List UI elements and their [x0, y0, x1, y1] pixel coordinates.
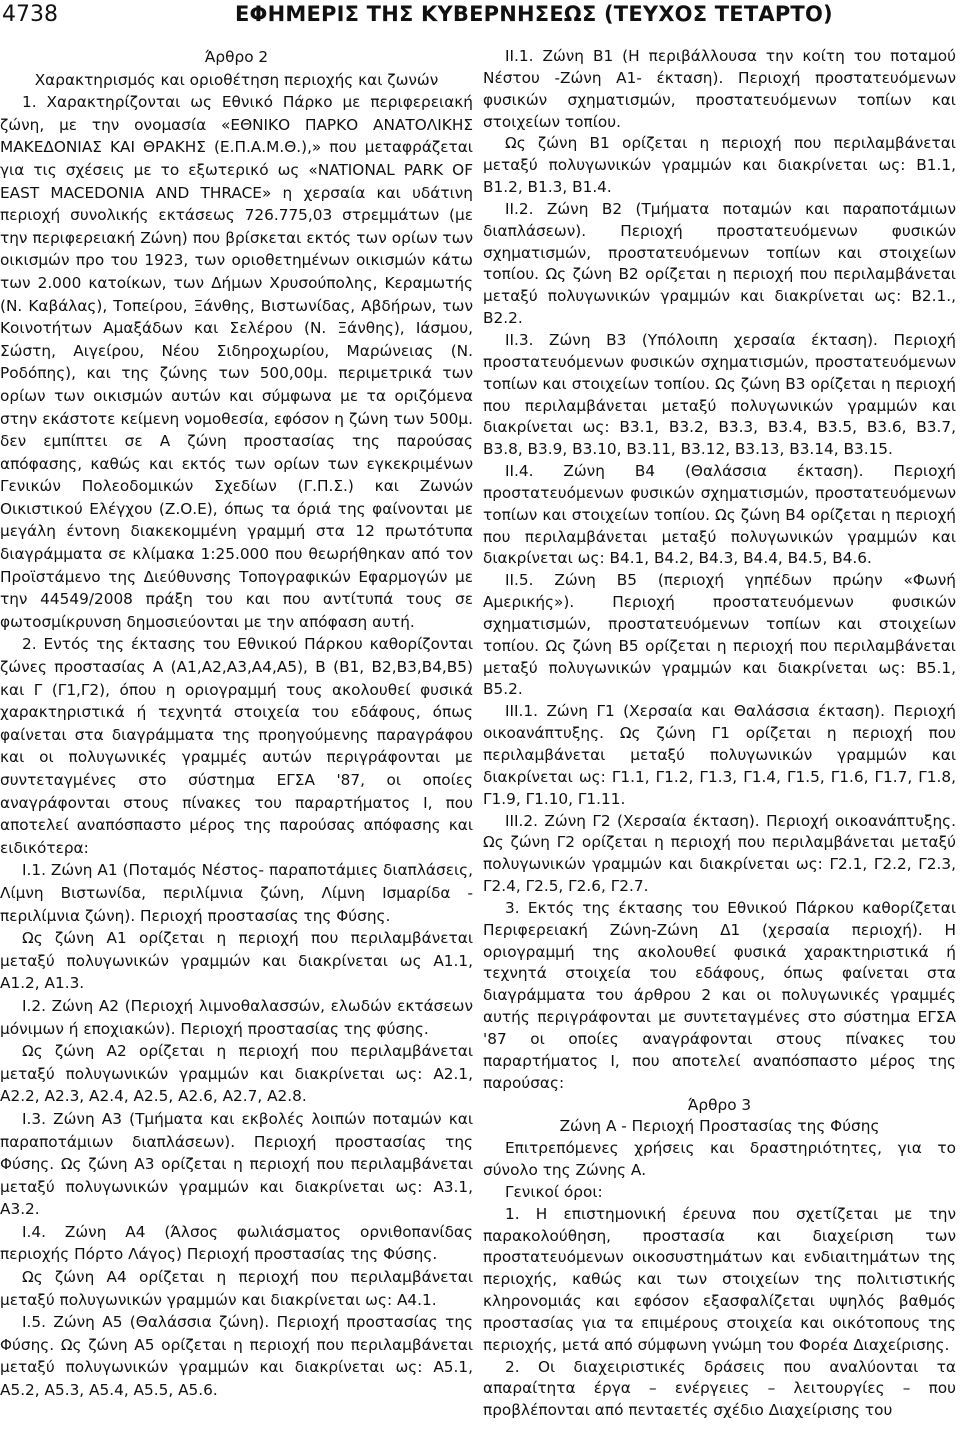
page-header	[0, 0, 960, 34]
paragraph: Ως ζώνη Β1 ορίζεται η περιοχή που περιλαμβάνεται μεταξύ πολυγωνικών γραμμών και διακρίνεται ως: Β1.1, Β1.2, Β1.3, Β1.4.	[483, 134, 956, 197]
section-heading: Ζώνη Α - Περιοχή Προστασίας της Φύσης	[559, 1117, 880, 1136]
journal-title: ΕΦΗΜΕΡΙΣ ΤΗΣ ΚΥΒΕΡΝΗΣΕΩΣ (ΤΕΥΧΟΣ ΤΕΤΑΡΤΟ)	[235, 2, 833, 26]
paragraph: ΙΙΙ.2. Ζώνη Γ2 (Χερσαία έκταση). Περιοχή οικοανάπτυξης. Ως ζώνη Γ2 ορίζεται η περιοχή που περιλαμβάνεται μεταξύ πολυγωνικών γραμμών και διακρίνεται ως: Γ2.1, Γ2.2, Γ2.3, Γ2.4, Γ2.5, Γ2.6, Γ2.7.	[483, 811, 956, 896]
paragraph: Ι.2. Ζώνη Α2 (Περιοχή λιμνοθαλασσών, ελωδών εκτάσεων μόνιμων ή εποχιακών). Περιοχή προστασίας της φύσης.	[0, 996, 473, 1038]
section-heading: Άρθρο 2	[204, 48, 269, 66]
paragraph: Ως ζώνη Α4 ορίζεται η περιοχή που περιλαμβάνεται μεταξύ πολυγωνικών γραμμών και διακρίνεται ως: Α4.1.	[0, 1268, 473, 1309]
paragraph: 2. Εντός της έκτασης του Εθνικού Πάρκου καθορίζονται ζώνες προστασίας Α (Α1,Α2,Α3,Α4,Α5), Β (Β1, Β2,Β3,Β4,Β5) και Γ (Γ1,Γ2), όπου η οριογραμμή τους ακολουθεί φυσικά χαρακτηριστικά ή τεχνητά στοιχεία του εδάφους, όπως φαίνεται στα διαγράμματα της προηγούμενης παραγράφου και οι πολυγωνικές γραμμές αυτών περιγράφονται με συντεταγμένες στο σύστημα ΕΓΣΑ '87, οι οποίες αναγράφονται στους πίνακες του παραρτήματος Ι, που αποτελεί αναπόσπαστο μέρος της παρούσας απόφασης και ειδικότερα:	[0, 635, 473, 857]
paragraph: ΙΙ.2. Ζώνη Β2 (Τμήματα ποταμών και παραποτάμιων διαπλάσεων). Περιοχή προστατευόμενων φυσικών σχηματισμών, προστατευόμενων τοπίων και στοιχείων τοπίου. Ως ζώνη Β2 ορίζεται η περιοχή που περιλαμβάνεται μεταξύ πολυγωνικών γραμμών και διακρίνεται ως: Β2.1., Β2.2.	[483, 199, 956, 328]
right-column	[483, 46, 956, 1422]
paragraph: 1. Η επιστημονική έρευνα που σχετίζεται με την παρακολούθηση, προστασία και διαχείριση των προστατευόμενων οικοσυστημάτων και ενδιαιτημάτων της περιοχής, καθώς και των στοιχείων της πολιτιστικής κληρονομιάς και εφόσον εξασφαλίζεται υψηλός βαθμός προστασίας για τα επιμέρους στοιχεία και οικότοπους της περιοχής, μετά από σύμφωνη γνώμη του Φορέα Διαχείρισης.	[483, 1204, 956, 1354]
paragraph: Ι.1. Ζώνη Α1 (Ποταμός Νέστος- παραποτάμιες διαπλάσεις, Λίμνη Βιστωνίδα, περιλίμνια ζώνη, Λίμνη Ισμαρίδα - περιλίμνια ζώνη). Περιοχή προστασίας της Φύσης.	[0, 861, 473, 925]
paragraph: 2. Οι διαχειριστικές δράσεις που αναλύονται τα απαραίτητα έργα – ενέργειες – λειτουργίες – που προβλέπονται από πενταετές σχέδιο Διαχείρισης του	[483, 1357, 956, 1420]
paragraph: ΙΙΙ.1. Ζώνη Γ1 (Χερσαία και Θαλάσσια έκταση). Περιοχή οικοανάπτυξης. Ως ζώνη Γ1 ορίζεται η περιοχή που περιλαμβάνεται μεταξύ πολυγωνικών γραμμών και διακρίνεται ως: Γ1.1, Γ1.2, Γ1.3, Γ1.4, Γ1.5, Γ1.6, Γ1.7, Γ1.8, Γ1.9, Γ1.10, Γ1.11.	[483, 702, 956, 808]
paragraph: 3. Εκτός της έκτασης του Εθνικού Πάρκου καθορίζεται Περιφερειακή Ζώνη-Ζώνη Δ1 (χερσαία περιοχή). Η οριογραμμή της ακολουθεί φυσικά χαρακτηριστικά ή τεχνητά στοιχεία του εδάφους, όπως φαίνεται στα διαγράμματα του άρθρου 2 και οι πολυγωνικές γραμμές αυτής περιγράφονται με συντεταγμένες στο σύστημα ΕΓΣΑ '87 οι οποίες αναγράφονται στους πίνακες του παραρτήματος Ι, που αποτελεί αναπόσπαστο μέρος της παρούσας:	[483, 898, 956, 1092]
paragraph: Ι.4. Ζώνη Α4 (Άλσος φωλιάσματος ορνιθοπανίδας περιοχής Πόρτο Λάγος) Περιοχή προστασίας της Φύσης.	[0, 1222, 473, 1264]
paragraph: ΙΙ.1. Ζώνη Β1 (Η περιβάλλουσα την κοίτη του ποταμού Νέστου -Ζώνη Α1- έκταση). Περιοχή προστατευόμενων φυσικών σχηματισμών, προστατευόμενων τοπίων και στοιχείων τοπίου.	[483, 47, 956, 131]
paragraph: ΙΙ.5. Ζώνη Β5 (περιοχή γηπέδων πρώην «Φωνή Αμερικής»). Περιοχή προστατευόμενων φυσικών σχηματισμών, προστατευόμενων τοπίων και στοιχείων τοπίου. Ως ζώνη Β5 ορίζεται η περιοχή που περιλαμβάνεται μεταξύ πολυγωνικών γραμμών και διακρίνεται ως: Β5.1, Β5.2.	[483, 571, 956, 699]
paragraph: 1. Χαρακτηρίζονται ως Εθνικό Πάρκο με περιφερειακή ζώνη, με την ονομασία «ΕΘΝΙΚΟ ΠΑΡΚΟ ΑΝΑΤΟΛΙΚΗΣ ΜΑΚΕΔΟΝΙΑΣ ΚΑΙ ΘΡΑΚΗΣ (Ε.Π.Α.Μ.Θ.),» που μεταφράζεται για τις σχέσεις με το εξωτερικό ως «NATIONAL PARK OF EAST MACEDONIA AND THRACE» η χερσαία και υδάτινη περιοχή συνολικής εκτάσεως 726.775,03 στρεμμάτων (με την περιφερειακή Ζώνη) που βρίσκεται εκτός των ορίων των οικισμών προ του 1923, των οριοθετημένων οικισμών κάτω των 2.000 κατοίκων, των Δήμων Χρυσούπολης, Κεραμωτής (Ν. Καβάλας), Τοπείρου, Ξάνθης, Βιστωνίδας, Αβδήρων, των Κοινοτήτων Αμαξάδων και Σελέρου (Ν. Ξάνθης), Ιάσμου, Σώστη, Αιγείρου, Νέου Σιδηροχωρίου, Μαρώνειας (Ν. Ροδόπης), και της ζώνης των 500,00μ. περιμετρικά των ορίων των οικισμών αυτών και σύμφωνα με τα οριζόμενα στην εκάστοτε κείμενη νομοθεσία, εφόσον η ζώνη των 500μ. δεν εμπίπτει σε Α ζώνη προστασίας της παρούσας απόφασης, καθώς και εκτός των ορίων των εγκεκριμένων Γενικών Πολεοδομικών Σχεδίων (Γ.Π.Σ.) και Ζωνών Οικιστικού Ελέγχου (Ζ.Ο.Ε), όπως τα όριά της φαίνονται με μεγάλη έντονη διακεκομμένη γραμμή στα 12 πρωτότυπα διαγράμματα σε κλίμακα 1:25.000 που θεωρήθηκαν από τον Προϊστάμενο της Διεύθυνσης Τοπογραφικών Εφαρμογών με την 44549/2008 πράξη του και που αντίτυπά τους σε φωτοσμίκρυνση δημοσιεύονται με την απόφαση αυτή.	[0, 93, 473, 631]
section-heading: Χαρακτηρισμός και οριοθέτηση περιοχής και ζωνών	[34, 70, 439, 89]
paragraph: Ως ζώνη Α1 ορίζεται η περιοχή που περιλαμβάνεται μεταξύ πολυγωνικών γραμμών και διακρίνεται ως Α1.1, Α1.2, Α1.3.	[0, 929, 473, 993]
left-column	[0, 46, 473, 1402]
paragraph: Γενικοί όροι:	[505, 1182, 603, 1201]
page-number: 4738	[2, 2, 58, 27]
paragraph: ΙΙ.3. Ζώνη Β3 (Υπόλοιπη χερσαία έκταση). Περιοχή προστατευόμενων φυσικών σχηματισμών, προστατευόμενων τοπίων και στοιχείων τοπίου. Ως ζώνη Β3 ορίζεται η περιοχή που περιλαμβάνεται μεταξύ πολυγωνικών γραμμών και διακρίνεται ως: Β3.1, Β3.2, Β3.3, Β3.4, Β3.5, Β3.6, Β3.7, Β3.8, Β3.9, Β3.10, Β3.11, Β3.12, Β3.13, Β3.14, Β3.15.	[483, 330, 956, 459]
paragraph: Ι.5. Ζώνη Α5 (Θαλάσσια ζώνη). Περιοχή προστασίας της Φύσης. Ως ζώνη Α5 ορίζεται η περιοχή που περιλαμβάνεται μεταξύ πολυγωνικών γραμμών και διακρίνεται ως: Α5.1, Α5.2, Α5.3, Α5.4, Α5.5, Α5.6.	[0, 1313, 473, 1400]
paragraph: Ως ζώνη Α2 ορίζεται η περιοχή που περιλαμβάνεται μεταξύ πολυγωνικών γραμμών και διακρίνεται ως: Α2.1, Α2.2, Α2.3, Α2.4, Α2.5, Α2.6, Α2.7, Α2.8.	[0, 1042, 473, 1106]
paragraph: Επιτρεπόμενες χρήσεις και δραστηριότητες, για το σύνολο της Ζώνης Α.	[483, 1139, 956, 1180]
section-heading: Άρθρο 3	[687, 1095, 752, 1114]
paragraph: Ι.3. Ζώνη Α3 (Τμήματα και εκβολές λοιπών ποταμών και παραποτάμιων διαπλάσεων). Περιοχή προστασίας της Φύσης. Ως ζώνη Α3 ορίζεται η περιοχή που περιλαμβάνεται μεταξύ πολυγωνικών γραμμών και διακρίνεται ως: Α3.1, Α3.2.	[0, 1109, 473, 1219]
paragraph: ΙΙ.4. Ζώνη Β4 (Θαλάσσια έκταση). Περιοχή προστατευόμενων φυσικών σχηματισμών, προστατευόμενων τοπίων και στοιχείων τοπίου. Ως ζώνη Β4 ορίζεται η περιοχή που περιλαμβάνεται μεταξύ πολυγωνικών γραμμών και διακρίνεται ως: Β4.1, Β4.2, Β4.3, Β4.4, Β4.5, Β4.6.	[483, 462, 956, 568]
